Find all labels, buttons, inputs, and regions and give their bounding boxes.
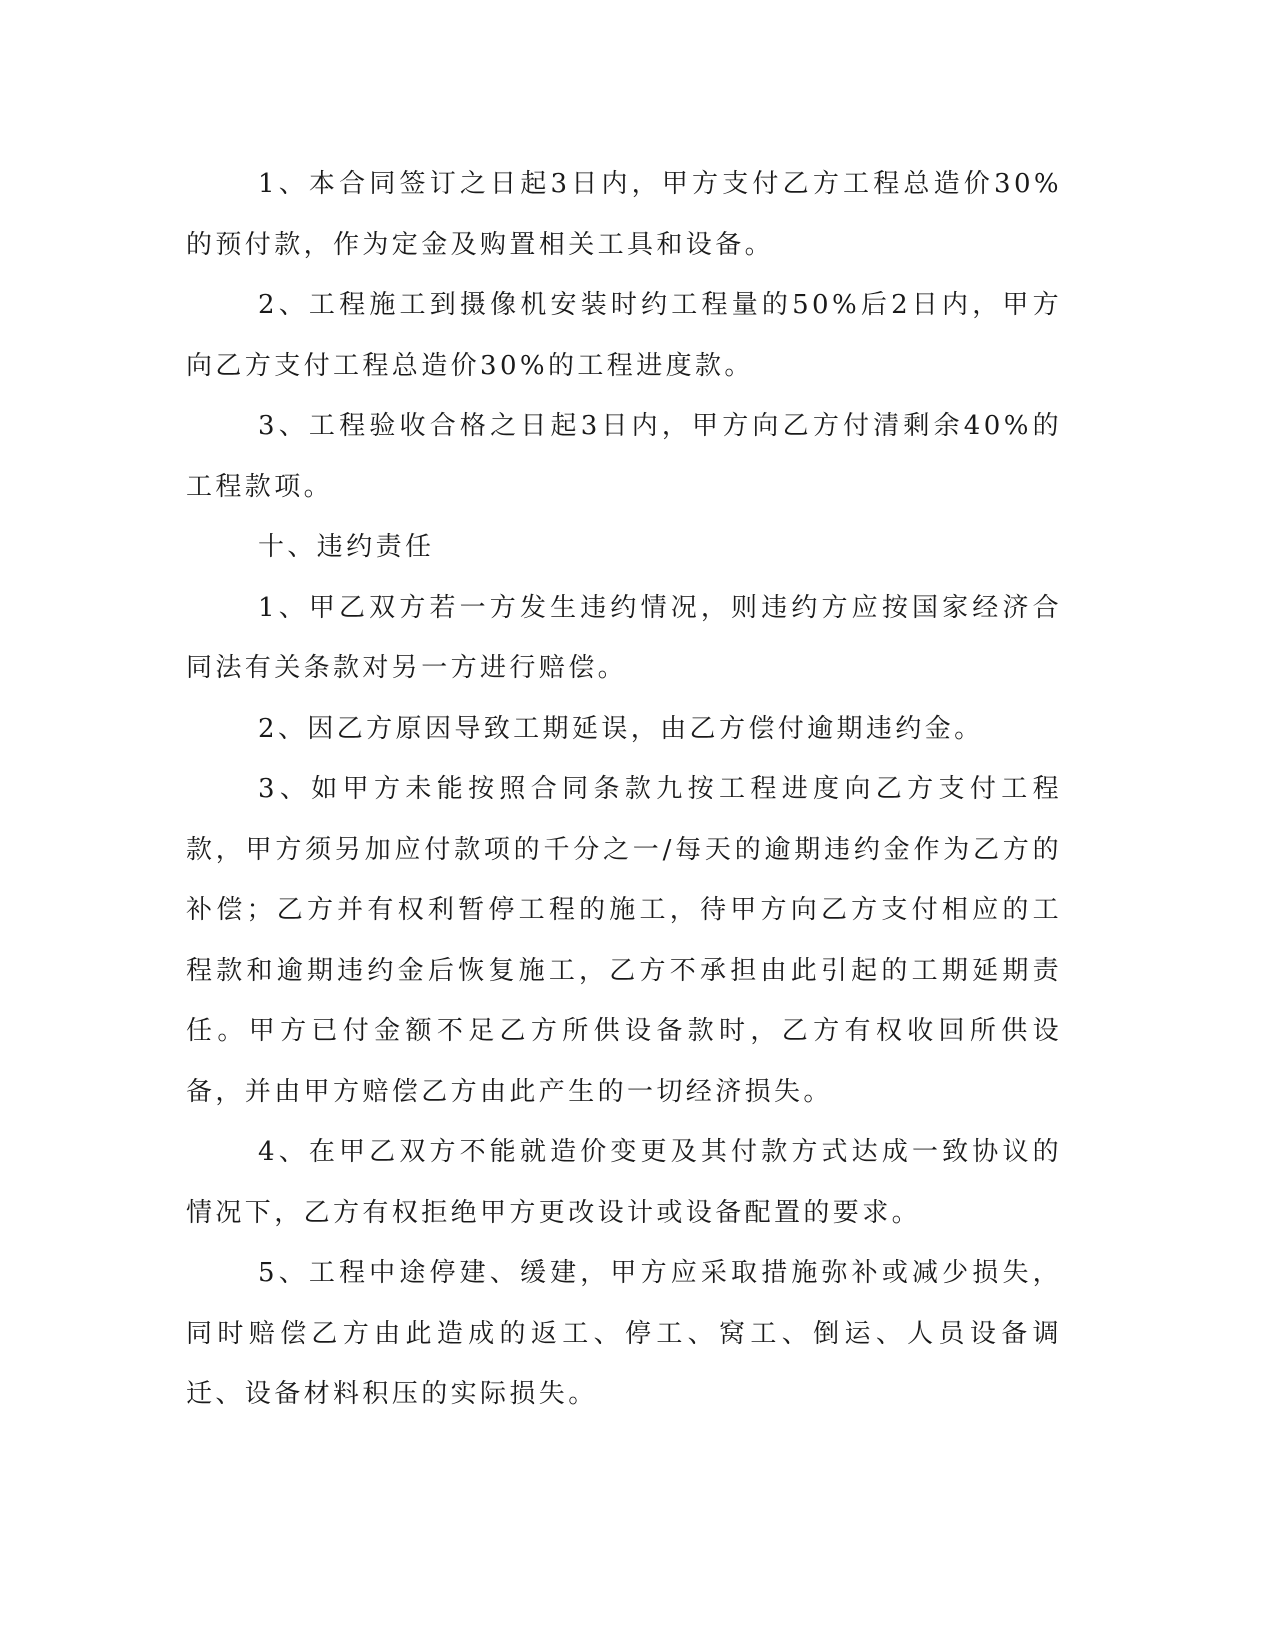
breach-clause-2: 2、因乙方原因导致工期延误，由乙方偿付逾期违约金。 — [258, 713, 984, 744]
payment-clause-1: 1、本合同签订之日起3日内，甲方支付乙方工程总造价30%的预付款，作为定金及购置相关工具和设备。 — [186, 169, 1062, 260]
document-body — [186, 154, 1062, 1425]
payment-clause-3: 3、工程验收合格之日起3日内，甲方向乙方付清剩余40%的工程款项。 — [186, 411, 1062, 502]
payment-clause-2: 2、工程施工到摄像机安装时约工程量的50%后2日内，甲方向乙方支付工程总造价30%的工程进度款。 — [186, 290, 1062, 381]
breach-clause-5: 5、工程中途停建、缓建，甲方应采取措施弥补或减少损失，同时赔偿乙方由此造成的返工、停工、窝工、倒运、人员设备调迁、设备材料积压的实际损失。 — [186, 1258, 1062, 1409]
section-heading-breach-liability: 十、违约责任 — [258, 532, 435, 562]
breach-clause-3: 3、如甲方未能按照合同条款九按工程进度向乙方支付工程款，甲方须另加应付款项的千分之一/每天的逾期违约金作为乙方的补偿；乙方并有权利暂停工程的施工，待甲方向乙方支付相应的工程款和逾期违约金后恢复施工，乙方不承担由此引起的工期延期责任。甲方已付金额不足乙方所供设备款时，乙方有权收回所供设备，并由甲方赔偿乙方由此产生的一切经济损失。 — [186, 774, 1062, 1107]
breach-clause-4: 4、在甲乙双方不能就造价变更及其付款方式达成一致协议的情况下，乙方有权拒绝甲方更改设计或设备配置的要求。 — [186, 1137, 1062, 1228]
breach-clause-1: 1、甲乙双方若一方发生违约情况，则违约方应按国家经济合同法有关条款对另一方进行赔偿。 — [186, 592, 1062, 683]
